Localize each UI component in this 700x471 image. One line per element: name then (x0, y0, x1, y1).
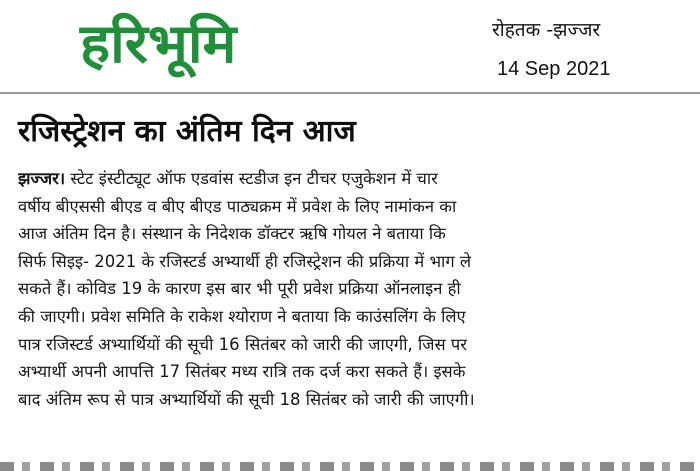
publication-date: 14 Sep 2021 (497, 58, 611, 80)
article-line: आज अंतिम दिन है। संस्थान के निदेशक डॉक्टर ऋषि गोयल ने बताया कि (18, 224, 446, 244)
newspaper-logo: हरिभूमि (80, 12, 237, 75)
article-dateline: झज्जर। (18, 169, 66, 188)
masthead (0, 0, 700, 92)
cropped-next-article-strip (0, 462, 700, 471)
article-line: सिर्फ सिइइ- 2021 के रजिस्टर्ड अभ्यार्थी ही रजिस्ट्रेशन की प्रक्रिया में भाग ले (18, 251, 472, 271)
article-line: सकते हैं। कोविड 19 के कारण इस बार भी पूरी प्रवेश प्रक्रिया ऑनलाइन ही (18, 279, 461, 299)
article-line: वर्षीय बीएससी बीएड व बीए बीएड पाठ्यक्रम में प्रवेश के लिए नामांकन का (18, 196, 457, 216)
article-line: बाद अंतिम रूप से पात्र अभ्यार्थियों की सूची 18 सितंबर को जारी की जाएगी। (18, 389, 475, 409)
article-line: पात्र रजिस्टर्ड अभ्यार्थियों की सूची 16 सितंबर को जारी की जाएगी, जिस पर (18, 334, 468, 354)
masthead-divider (0, 92, 700, 94)
article-body (18, 165, 682, 413)
article-line-text: स्टेट इंस्टीट्यूट ऑफ एडवांस स्टडीज इन टीचर एजुकेशन में चार (65, 169, 438, 188)
article-line: अभ्यार्थी अपनी आपत्ति 17 सितंबर मध्य रात्रि तक दर्ज करा सकते हैं। इसके (18, 362, 466, 382)
article-headline: रजिस्ट्रेशन का अंतिम दिन आज (18, 114, 356, 149)
edition-label: रोहतक -झज्जर (492, 19, 601, 41)
article-line: की जाएगी। प्रवेश समिति के राकेश श्योराण ने बताया कि काउंसलिंग के लिए (18, 306, 466, 326)
article-line (18, 165, 682, 193)
